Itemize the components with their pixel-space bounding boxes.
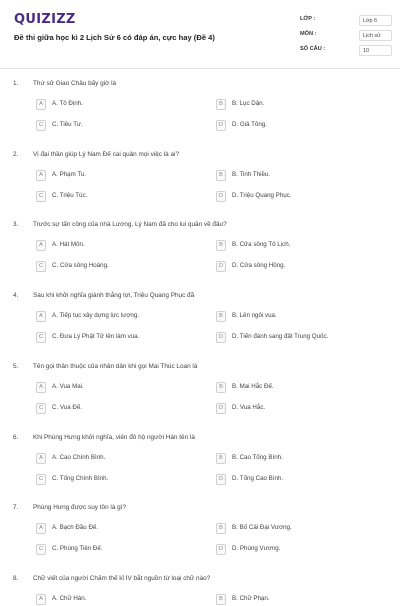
question-text: Chữ viết của người Chăm thế kỉ IV bắt nguồn từ loại chữ nào? bbox=[33, 574, 211, 582]
option-letter-box: A bbox=[36, 311, 46, 322]
option-text: B. Mai Hắc Đế. bbox=[232, 382, 274, 390]
option-letter-box: A bbox=[36, 99, 46, 110]
option-letter-box: B bbox=[216, 99, 226, 110]
option-text: B. Cao Tống Bình. bbox=[232, 453, 283, 461]
option-letter-box: B bbox=[216, 170, 226, 181]
question-text: Vị đại thần giúp Lý Nam Đế cai quản mọi việc là ai? bbox=[33, 150, 179, 158]
question-number: 7. bbox=[13, 504, 19, 512]
option-text: A. Tô Định. bbox=[52, 100, 83, 107]
option-text: C. Tống Chính Bình. bbox=[52, 474, 109, 482]
option-text: B. Tinh Thiều. bbox=[232, 170, 271, 178]
option-text: A. Phạm Tu. bbox=[52, 170, 87, 178]
header bbox=[0, 0, 400, 69]
question-text: Phùng Hưng được suy tôn là gì? bbox=[33, 504, 127, 512]
question-text: Khi Phùng Hưng khởi nghĩa, viên đô hộ người Hán tên là bbox=[33, 433, 195, 441]
question-number: 8. bbox=[13, 574, 19, 582]
meta-value: Lịch sử bbox=[359, 30, 392, 41]
meta-label: SỐ CÂU : bbox=[300, 46, 326, 52]
option-text: C. Triệu Túc. bbox=[52, 191, 88, 199]
option-letter-box: D bbox=[216, 120, 226, 131]
option-text: B. Lục Dận. bbox=[232, 100, 265, 107]
question-number: 3. bbox=[13, 221, 19, 229]
option-letter-box: C bbox=[36, 120, 46, 131]
page-title: Đề thi giữa học kì 2 Lịch Sử 6 có đáp án, cực hay (Đề 4) bbox=[14, 33, 215, 42]
question-number: 6. bbox=[13, 433, 19, 441]
option-letter-box: B bbox=[216, 240, 226, 251]
option-text: A. Vua Mai. bbox=[52, 382, 84, 390]
option-text: B. Lên ngôi vua. bbox=[232, 312, 277, 320]
option-letter-box: B bbox=[216, 311, 226, 322]
option-text: D. Tống Cao Bình. bbox=[232, 474, 284, 482]
option-letter-box: C bbox=[36, 332, 46, 343]
option-letter-box: A bbox=[36, 170, 46, 181]
meta-label: LỚP : bbox=[300, 16, 316, 22]
option-text: A. Bạch Đầu Đế. bbox=[52, 524, 99, 532]
option-letter-box: D bbox=[216, 332, 226, 343]
option-letter-box: B bbox=[216, 523, 226, 534]
option-text: A. Chữ Hán. bbox=[52, 594, 87, 602]
question-number: 2. bbox=[13, 150, 19, 158]
option-text: D. Phùng Vương. bbox=[232, 545, 281, 553]
quizizz-logo[interactable]: QUIZIZZ bbox=[14, 12, 76, 27]
meta-value: Lớp 6 bbox=[359, 15, 392, 26]
option-text: B. Cửa sông Tô Lịch. bbox=[232, 241, 291, 249]
option-text: C. Cửa sông Hoàng. bbox=[52, 262, 109, 270]
option-text: C. Tiêu Tư. bbox=[52, 121, 83, 128]
question-text: Tên gọi thân thuộc của nhân dân khi gọi Mai Thúc Loan là bbox=[33, 362, 198, 370]
option-text: C. Vua Đế. bbox=[52, 403, 83, 411]
option-text: B. Chữ Phạn. bbox=[232, 594, 270, 602]
option-letter-box: C bbox=[36, 191, 46, 202]
option-text: A. Cao Chính Bình. bbox=[52, 453, 106, 461]
option-letter-box: A bbox=[36, 453, 46, 464]
option-letter-box: C bbox=[36, 544, 46, 555]
question-number: 5. bbox=[13, 362, 19, 370]
option-text: C. Phùng Tiên Đế. bbox=[52, 545, 103, 553]
option-text: D. Cửa sông Hồng. bbox=[232, 262, 286, 270]
option-letter-box: D bbox=[216, 191, 226, 202]
option-text: C. Đưa Lý Phật Tử lên làm vua. bbox=[52, 333, 140, 341]
option-letter-box: D bbox=[216, 403, 226, 414]
question-number: 1. bbox=[13, 80, 19, 87]
option-text: D. Vua Hắc. bbox=[232, 403, 266, 411]
option-letter-box: D bbox=[216, 474, 226, 485]
option-letter-box: B bbox=[216, 382, 226, 393]
option-text: D. Tiến đánh sang đất Trung Quốc. bbox=[232, 333, 329, 341]
option-text: B. Bố Cái Đại Vương. bbox=[232, 524, 292, 532]
option-letter-box: B bbox=[216, 453, 226, 464]
question-text: Sau khi khởi nghĩa giành thắng lợi, Triệu Quang Phục đã bbox=[33, 292, 195, 300]
option-letter-box: C bbox=[36, 261, 46, 272]
option-letter-box: A bbox=[36, 382, 46, 393]
option-letter-box: C bbox=[36, 403, 46, 414]
question-text: Thứ sử Giao Châu bấy giờ là bbox=[33, 80, 117, 87]
option-letter-box: D bbox=[216, 261, 226, 272]
option-letter-box: A bbox=[36, 523, 46, 534]
option-text: A. Tiếp tục xây dựng lực lượng. bbox=[52, 312, 139, 320]
option-text: D. Giả Tông. bbox=[232, 121, 267, 128]
option-letter-box: A bbox=[36, 594, 46, 605]
option-text: A. Hát Môn. bbox=[52, 241, 85, 249]
option-letter-box: C bbox=[36, 474, 46, 485]
meta-value: 10 bbox=[359, 45, 392, 56]
question-number: 4. bbox=[13, 292, 19, 300]
option-letter-box: D bbox=[216, 544, 226, 555]
option-letter-box: B bbox=[216, 594, 226, 605]
meta-label: MÔN : bbox=[300, 31, 317, 37]
option-text: D. Triệu Quang Phục. bbox=[232, 191, 292, 199]
option-letter-box: A bbox=[36, 240, 46, 251]
question-text: Trước sự tấn công của nhà Lương, Lý Nam đã cho lui quân về đâu? bbox=[33, 221, 227, 229]
